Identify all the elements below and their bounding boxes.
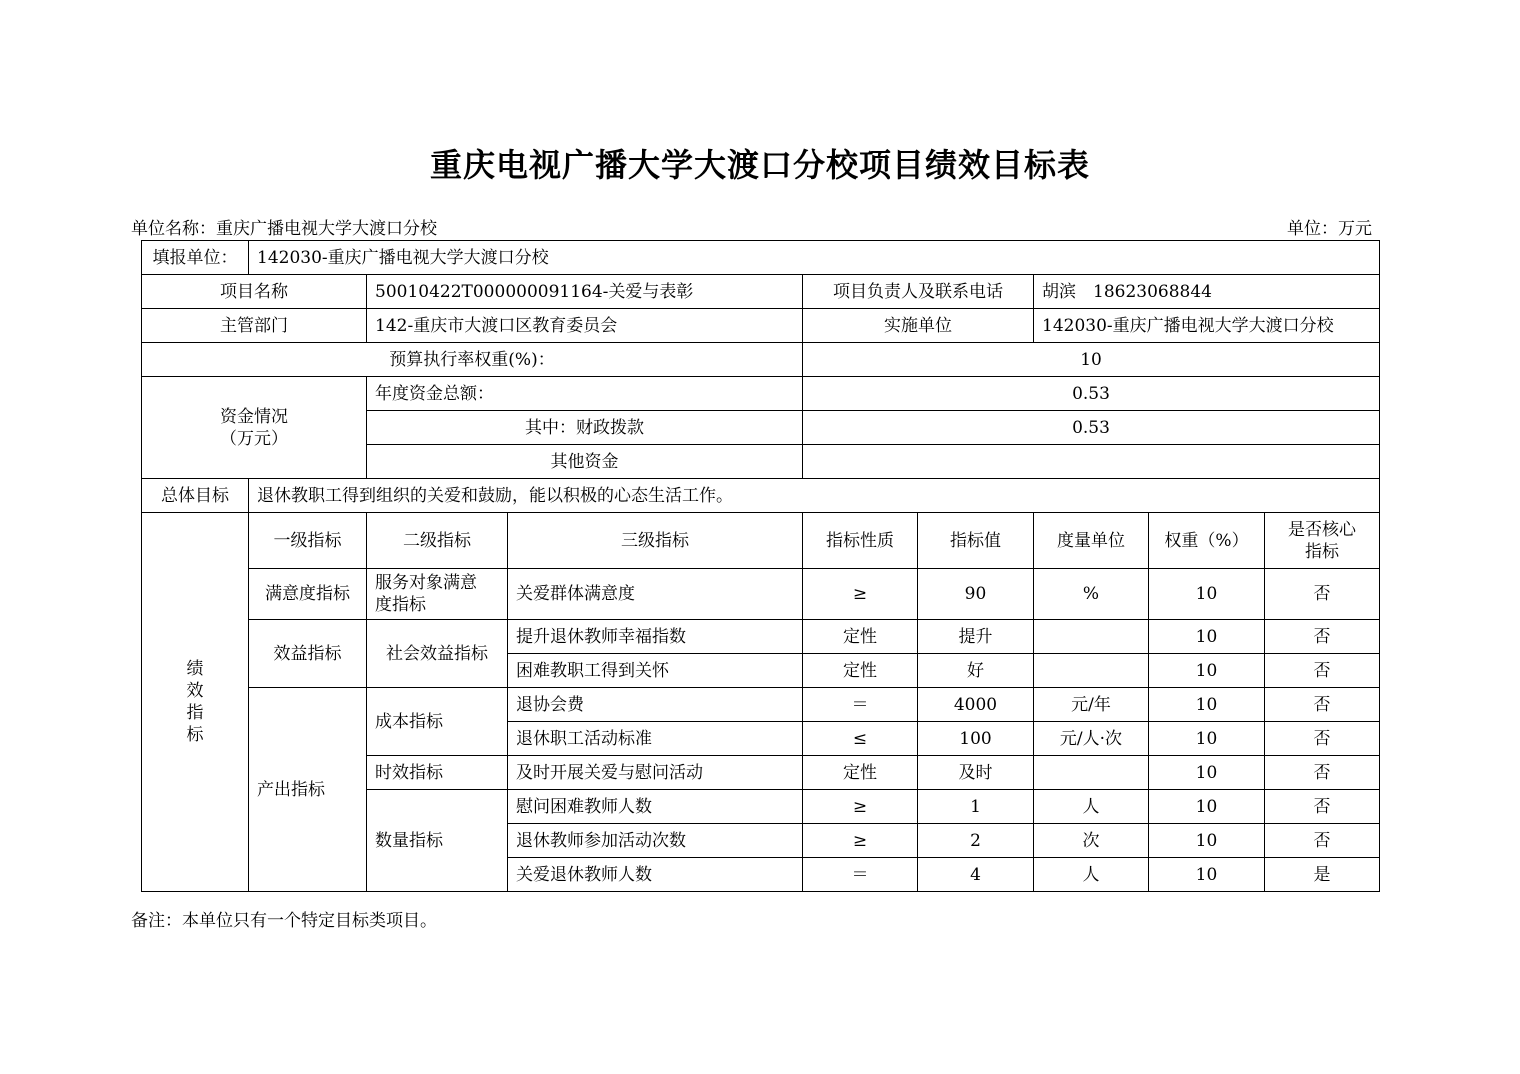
header-value: 指标值 [918, 513, 1034, 569]
section-char: 指 [186, 703, 204, 723]
indicator-unit: 次 [1034, 824, 1149, 858]
indicator-nature: 定性 [803, 756, 918, 790]
indicator-name: 提升退休教师幸福指数 [508, 620, 803, 654]
indicator-value: 1 [918, 790, 1034, 824]
indicator-name: 退休教师参加活动次数 [508, 824, 803, 858]
header-weight: 权重（%） [1149, 513, 1265, 569]
fill-unit-label: 填报单位： [142, 241, 249, 275]
budget-rate-value: 10 [803, 343, 1380, 377]
funds-label-line1: 资金情况 [220, 406, 288, 427]
indicator-name: 退协会费 [508, 688, 803, 722]
indicator-weight: 10 [1149, 824, 1265, 858]
indicator-value: 2 [918, 824, 1034, 858]
header-level1: 一级指标 [249, 513, 367, 569]
section-char: 效 [186, 681, 204, 701]
indicator-weight: 10 [1149, 569, 1265, 620]
indicator-name: 困难教职工得到关怀 [508, 654, 803, 688]
indicator-core: 是 [1265, 858, 1380, 892]
indicator-value: 及时 [918, 756, 1034, 790]
header-core [1265, 513, 1380, 569]
fiscal-value: 0.53 [803, 411, 1380, 445]
page-title: 重庆电视广播大学大渡口分校项目绩效目标表 [429, 146, 1090, 184]
level2-satisfaction [367, 569, 508, 620]
indicator-value: 好 [918, 654, 1034, 688]
level2-satisfaction-line1: 服务对象满意 [375, 573, 477, 593]
annual-funds-row [142, 377, 1380, 411]
level2-satisfaction-line2: 度指标 [375, 595, 426, 615]
project-name-row [142, 275, 1380, 309]
currency-unit-label: 单位：万元 [1287, 219, 1372, 239]
indicator-core: 否 [1265, 654, 1380, 688]
indicator-value: 90 [918, 569, 1034, 620]
indicator-unit: 人 [1034, 858, 1149, 892]
header-level2: 二级指标 [367, 513, 508, 569]
indicator-name: 慰问困难教师人数 [508, 790, 803, 824]
implementing-unit-label: 实施单位 [803, 309, 1034, 343]
section-char: 标 [186, 725, 204, 745]
level1-satisfaction: 满意度指标 [249, 569, 367, 620]
overall-goal-row [142, 479, 1380, 513]
indicator-unit [1034, 756, 1149, 790]
other-funds-value [803, 445, 1380, 479]
indicator-weight: 10 [1149, 688, 1265, 722]
footnote: 备注：本单位只有一个特定目标类项目。 [131, 911, 437, 931]
indicator-row [142, 569, 1380, 620]
indicator-name: 关爱退休教师人数 [508, 858, 803, 892]
header-core-line2: 指标 [1305, 541, 1339, 562]
indicator-unit: % [1034, 569, 1149, 620]
contact-value: 胡滨 18623068844 [1034, 275, 1380, 309]
level1-benefit: 效益指标 [249, 620, 367, 688]
unit-name-label: 单位名称：重庆广播电视大学大渡口分校 [131, 219, 437, 239]
indicator-nature: ＝ [803, 688, 918, 722]
level2-cost: 成本指标 [367, 688, 508, 756]
indicator-name: 退休职工活动标准 [508, 722, 803, 756]
funds-label-line2: （万元） [220, 428, 288, 449]
indicator-nature: ≥ [803, 790, 918, 824]
indicator-nature: ≤ [803, 722, 918, 756]
indicator-weight: 10 [1149, 722, 1265, 756]
indicator-unit: 人 [1034, 790, 1149, 824]
indicator-core: 否 [1265, 620, 1380, 654]
annual-total-value: 0.53 [803, 377, 1380, 411]
level2-social-benefit: 社会效益指标 [367, 620, 508, 688]
indicator-core: 否 [1265, 569, 1380, 620]
indicator-unit [1034, 620, 1149, 654]
indicator-nature: ≥ [803, 824, 918, 858]
indicator-name: 及时开展关爱与慰问活动 [508, 756, 803, 790]
indicator-core: 否 [1265, 688, 1380, 722]
fiscal-label: 其中：财政拨款 [367, 411, 803, 445]
budget-rate-label: 预算执行率权重(%)： [142, 343, 803, 377]
indicator-core: 否 [1265, 756, 1380, 790]
department-label: 主管部门 [142, 309, 367, 343]
level1-output: 产出指标 [249, 688, 367, 892]
indicator-core: 否 [1265, 722, 1380, 756]
indicator-value: 提升 [918, 620, 1034, 654]
performance-target-table [141, 240, 1380, 892]
department-value: 142-重庆市大渡口区教育委员会 [367, 309, 803, 343]
fill-unit-value: 142030-重庆广播电视大学大渡口分校 [249, 241, 1380, 275]
implementing-unit-value: 142030-重庆广播电视大学大渡口分校 [1034, 309, 1380, 343]
indicator-weight: 10 [1149, 858, 1265, 892]
level2-timeliness: 时效指标 [367, 756, 508, 790]
indicator-value: 4 [918, 858, 1034, 892]
indicator-weight: 10 [1149, 620, 1265, 654]
budget-rate-row [142, 343, 1380, 377]
project-name-label: 项目名称 [142, 275, 367, 309]
indicator-name: 关爱群体满意度 [508, 569, 803, 620]
section-char: 绩 [186, 659, 204, 679]
indicator-unit [1034, 654, 1149, 688]
indicator-row [142, 688, 1380, 722]
indicator-nature: ＝ [803, 858, 918, 892]
contact-label: 项目负责人及联系电话 [803, 275, 1034, 309]
indicator-nature: ≥ [803, 569, 918, 620]
overall-goal-value: 退休教职工得到组织的关爱和鼓励，能以积极的心态生活工作。 [249, 479, 1380, 513]
indicator-core: 否 [1265, 790, 1380, 824]
annual-total-label: 年度资金总额： [367, 377, 803, 411]
indicator-nature: 定性 [803, 620, 918, 654]
funds-label [142, 377, 367, 479]
indicator-weight: 10 [1149, 790, 1265, 824]
indicator-core: 否 [1265, 824, 1380, 858]
header-core-line1: 是否核心 [1288, 519, 1356, 540]
indicator-unit: 元/年 [1034, 688, 1149, 722]
performance-indicators-section-label [142, 513, 249, 892]
project-name-value: 50010422T000000091164-关爱与表彰 [367, 275, 803, 309]
indicator-weight: 10 [1149, 654, 1265, 688]
header-level3: 三级指标 [508, 513, 803, 569]
fill-unit-row [142, 241, 1380, 275]
other-funds-label: 其他资金 [367, 445, 803, 479]
header-unit: 度量单位 [1034, 513, 1149, 569]
indicator-nature: 定性 [803, 654, 918, 688]
level2-quantity: 数量指标 [367, 790, 508, 892]
indicator-value: 4000 [918, 688, 1034, 722]
indicator-value: 100 [918, 722, 1034, 756]
indicator-row [142, 620, 1380, 654]
department-row [142, 309, 1380, 343]
header-nature: 指标性质 [803, 513, 918, 569]
overall-goal-label: 总体目标 [142, 479, 249, 513]
indicator-unit: 元/人·次 [1034, 722, 1149, 756]
indicator-weight: 10 [1149, 756, 1265, 790]
indicator-header-row [142, 513, 1380, 569]
